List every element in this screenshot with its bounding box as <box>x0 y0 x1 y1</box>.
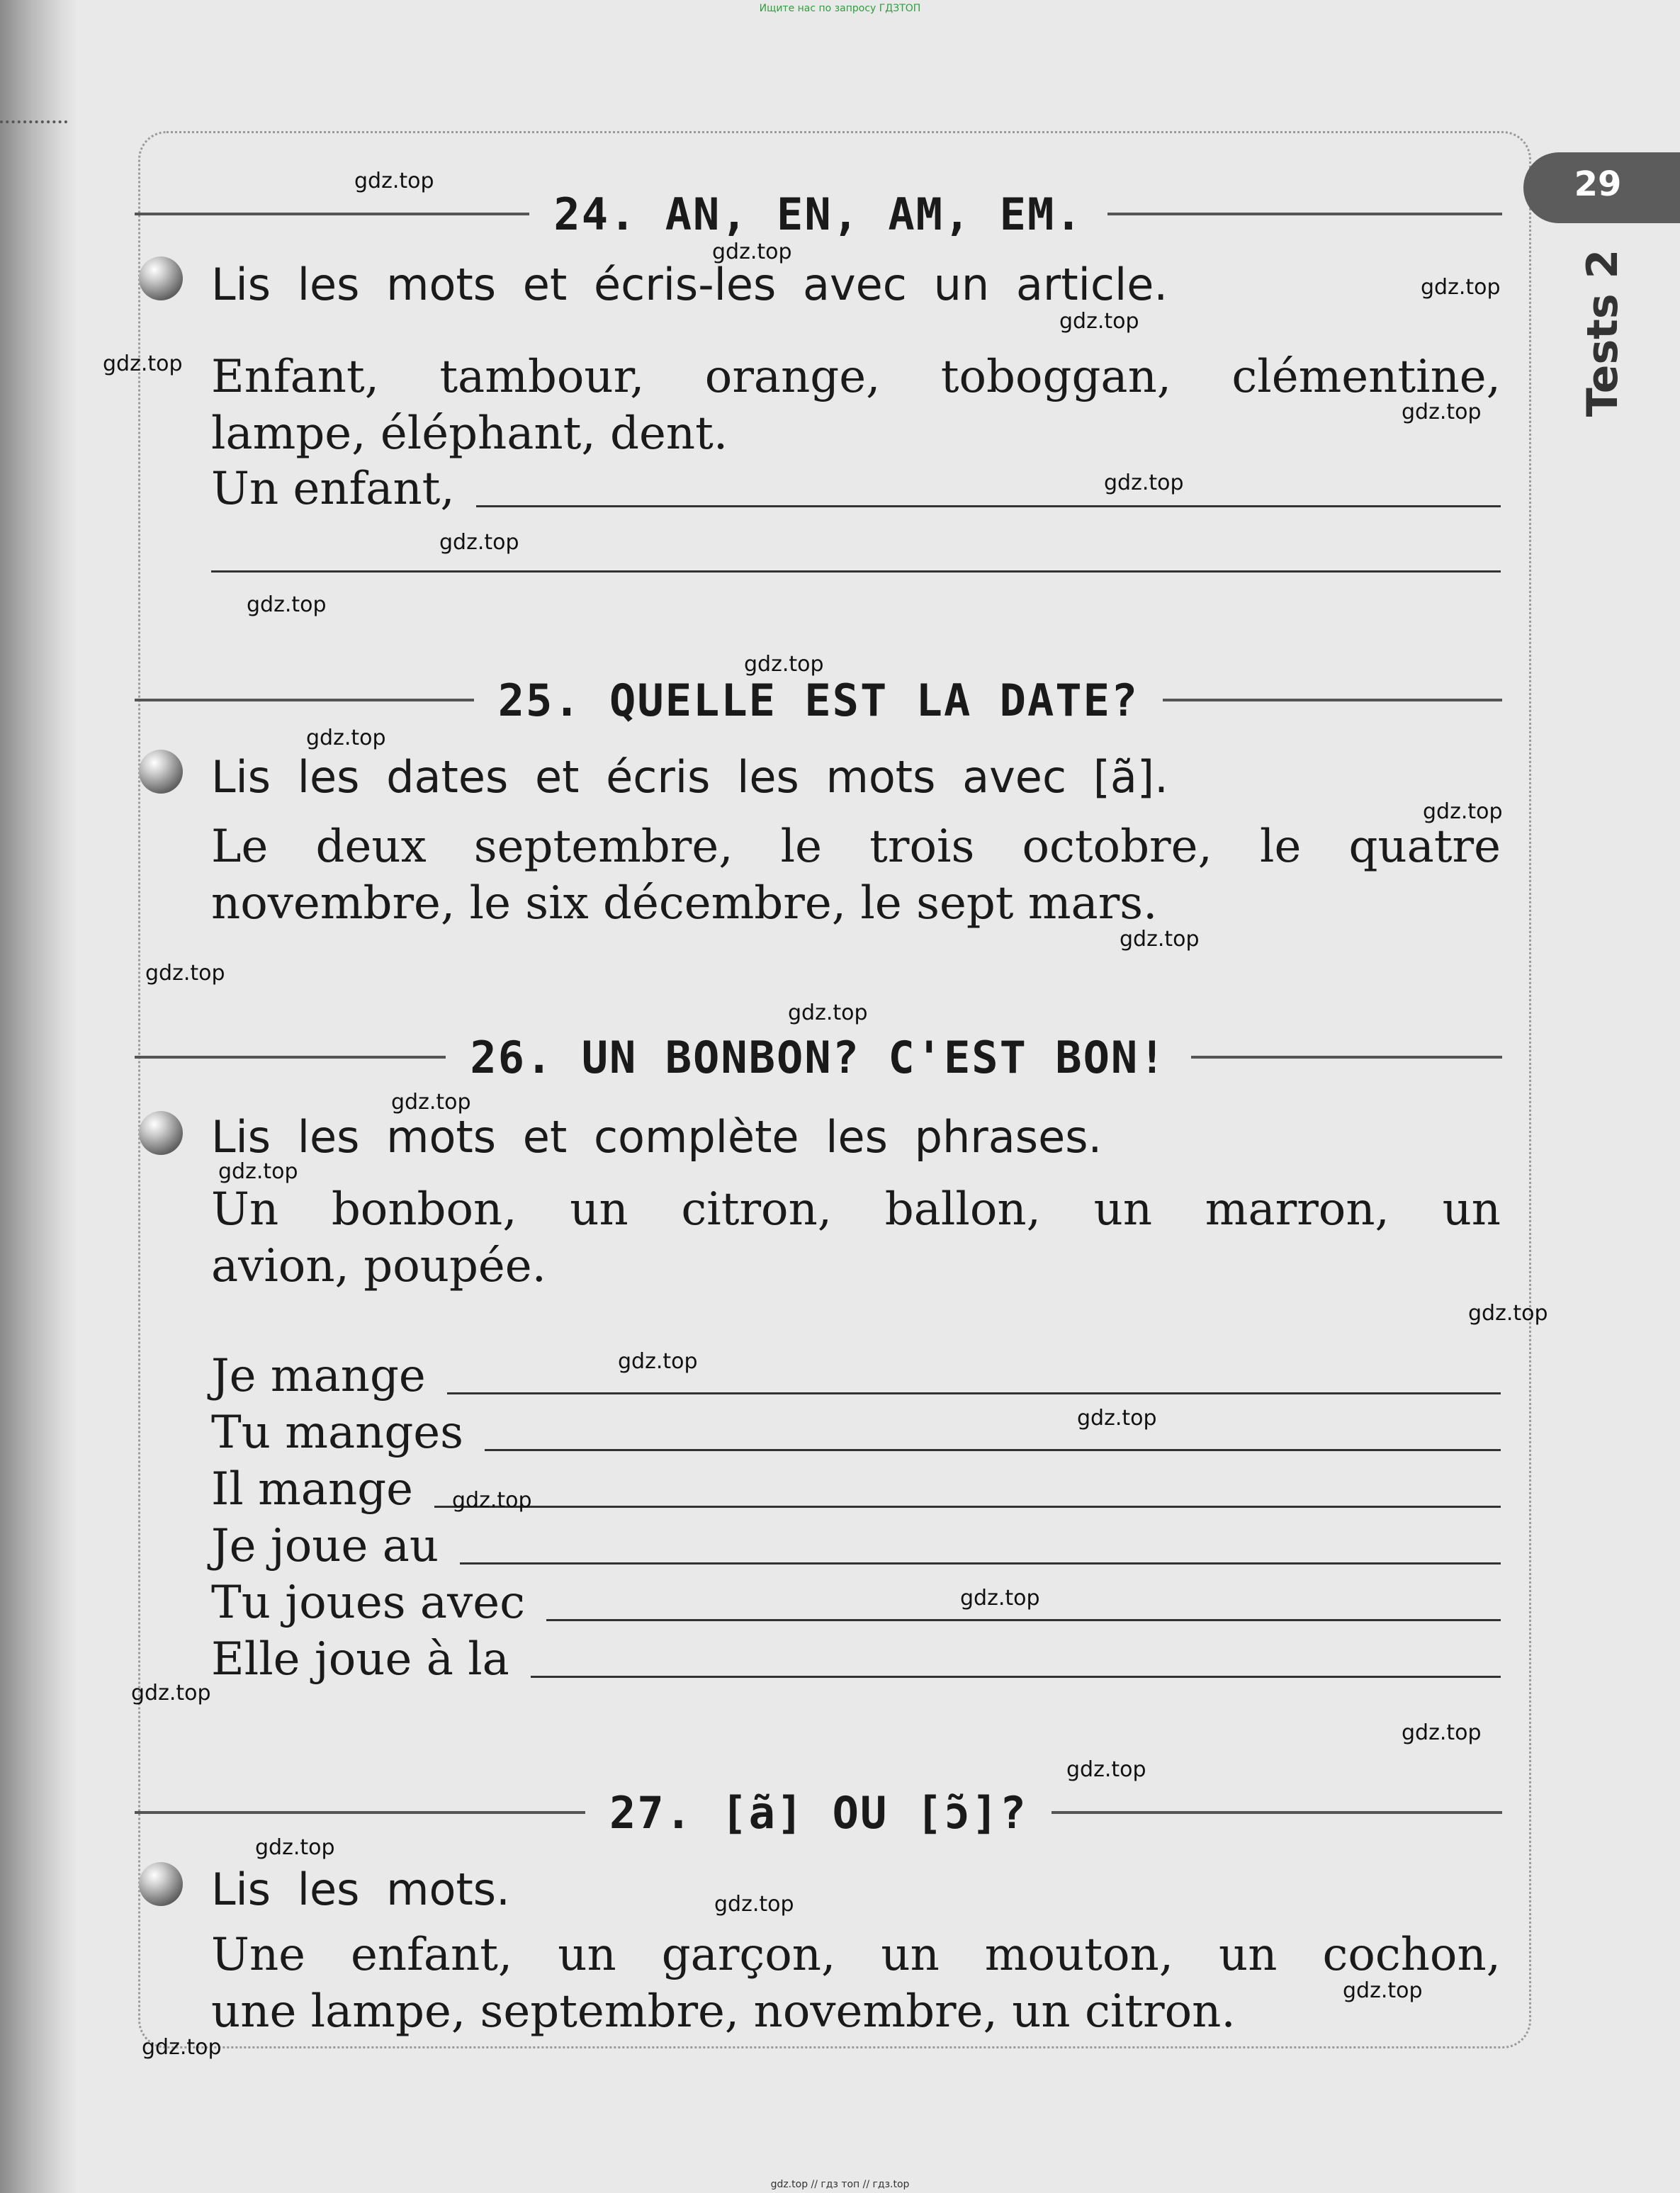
watermark: gdz.top <box>1077 1406 1157 1431</box>
watermark: gdz.top <box>131 1681 211 1706</box>
answer-prefix: Elle joue à la <box>211 1633 509 1686</box>
watermark: gdz.top <box>1402 1720 1482 1745</box>
footer: gdz.top // гдз топ // гдз.top <box>770 2179 910 2190</box>
watermark: gdz.top <box>1423 799 1503 824</box>
answer-blank[interactable] <box>476 505 1501 507</box>
answer-prefix: Un enfant, <box>211 463 455 515</box>
section-title: 25. QUELLE EST LA DATE? <box>497 674 1139 726</box>
answer-blank[interactable] <box>434 1506 1501 1508</box>
side-label-tests: Tests 2 <box>1578 249 1628 417</box>
answer-prefix: Il mange <box>211 1463 413 1516</box>
answer-prefix: Tu joues avec <box>211 1577 525 1629</box>
section-26-answer-row-2[interactable] <box>211 1404 1501 1461</box>
heading-rule-left <box>135 1056 446 1059</box>
heading-rule-right <box>1052 1811 1502 1814</box>
page-number: 29 <box>1574 164 1622 204</box>
watermark: gdz.top <box>788 1000 868 1025</box>
section-26-answer-row-4[interactable] <box>211 1518 1501 1574</box>
section-24-answer-blank-2[interactable] <box>211 570 1501 573</box>
section-26-answer-row-3[interactable] <box>211 1461 1501 1518</box>
watermark: gdz.top <box>712 239 792 264</box>
watermark: gdz.top <box>1421 275 1501 300</box>
answer-blank[interactable] <box>546 1619 1501 1621</box>
watermark: gdz.top <box>1343 1978 1423 2003</box>
section-24-instruction: Lis les mots et écris-les avec un article. <box>211 259 1168 310</box>
watermark: gdz.top <box>744 652 824 677</box>
section-25-instruction: Lis les dates et écris les mots avec [ã]. <box>211 751 1168 803</box>
answer-prefix: Je mange <box>211 1350 426 1402</box>
section-26-heading <box>135 1029 1502 1086</box>
watermark: gdz.top <box>714 1892 794 1917</box>
watermark: gdz.top <box>354 169 434 193</box>
section-26-answer-row-6[interactable] <box>211 1631 1501 1688</box>
section-title: 26. UN BONBON? C'EST BON! <box>470 1031 1167 1083</box>
section-24-heading <box>135 186 1502 242</box>
heading-rule-left <box>135 699 474 701</box>
watermark: gdz.top <box>1066 1757 1146 1782</box>
watermark: gdz.top <box>439 530 519 555</box>
watermark: gdz.top <box>145 961 225 986</box>
bullet-icon <box>139 256 183 300</box>
watermark: gdz.top <box>218 1159 298 1184</box>
watermark: gdz.top <box>391 1090 471 1115</box>
section-24-word-line-2: lampe, éléphant, dent. <box>211 407 728 460</box>
book-spine-shadow <box>0 0 78 2193</box>
section-26-line-1: Un bonbon, un citron, ballon, un marron, un <box>211 1183 1501 1236</box>
answer-blank[interactable] <box>460 1562 1501 1565</box>
watermark: gdz.top <box>960 1586 1040 1611</box>
watermark: gdz.top <box>103 351 183 376</box>
bullet-icon <box>139 1111 183 1155</box>
heading-rule-left <box>135 1811 585 1814</box>
answer-blank[interactable] <box>485 1449 1501 1451</box>
section-27-heading <box>135 1784 1502 1841</box>
watermark: gdz.top <box>1059 309 1139 334</box>
watermark: gdz.top <box>306 726 386 750</box>
section-26-line-2: avion, poupée. <box>211 1240 546 1292</box>
section-27-line-2: une lampe, septembre, novembre, un citron. <box>211 1985 1236 2038</box>
watermark: gdz.top <box>618 1349 698 1374</box>
watermark: gdz.top <box>1402 400 1482 424</box>
heading-rule-right <box>1107 213 1502 215</box>
heading-rule-right <box>1163 699 1502 701</box>
heading-rule-right <box>1191 1056 1502 1059</box>
answer-prefix: Je joue au <box>211 1520 439 1572</box>
watermark: gdz.top <box>247 592 327 617</box>
section-25-heading <box>135 672 1502 728</box>
section-25-line-1: Le deux septembre, le trois octobre, le quatre <box>211 821 1501 873</box>
section-24-word-line-1: Enfant, tambour, orange, toboggan, clémentine, <box>211 351 1501 403</box>
watermark: gdz.top <box>142 2035 222 2060</box>
watermark: gdz.top <box>255 1835 335 1860</box>
spine-dotted-line <box>0 120 67 123</box>
section-25-line-2: novembre, le six décembre, le sept mars. <box>211 877 1158 930</box>
section-24-answer-row[interactable] <box>211 461 1501 517</box>
section-26-instruction: Lis les mots et complète les phrases. <box>211 1111 1103 1163</box>
watermark: gdz.top <box>452 1488 532 1513</box>
section-27-instruction: Lis les mots. <box>211 1864 510 1915</box>
answer-blank[interactable] <box>531 1676 1501 1678</box>
section-title: 27. [ã] OU [ɔ̃]? <box>609 1786 1027 1839</box>
bullet-icon <box>139 1862 183 1906</box>
watermark: gdz.top <box>1468 1301 1548 1326</box>
section-title: 24. AN, EN, AM, EM. <box>553 188 1083 240</box>
section-26-answer-row-5[interactable] <box>211 1574 1501 1631</box>
section-26-answer-row-1[interactable] <box>211 1348 1501 1404</box>
bullet-icon <box>139 750 183 794</box>
section-27-line-1: Une enfant, un garçon, un mouton, un cochon, <box>211 1929 1501 1981</box>
answer-blank[interactable] <box>447 1392 1501 1394</box>
watermark: gdz.top <box>1120 927 1200 952</box>
answer-prefix: Tu manges <box>211 1406 463 1459</box>
watermark: gdz.top <box>1104 470 1184 495</box>
top-banner: Ищите нас по запросу ГДЗТОП <box>759 3 921 14</box>
heading-rule-left <box>135 213 529 215</box>
